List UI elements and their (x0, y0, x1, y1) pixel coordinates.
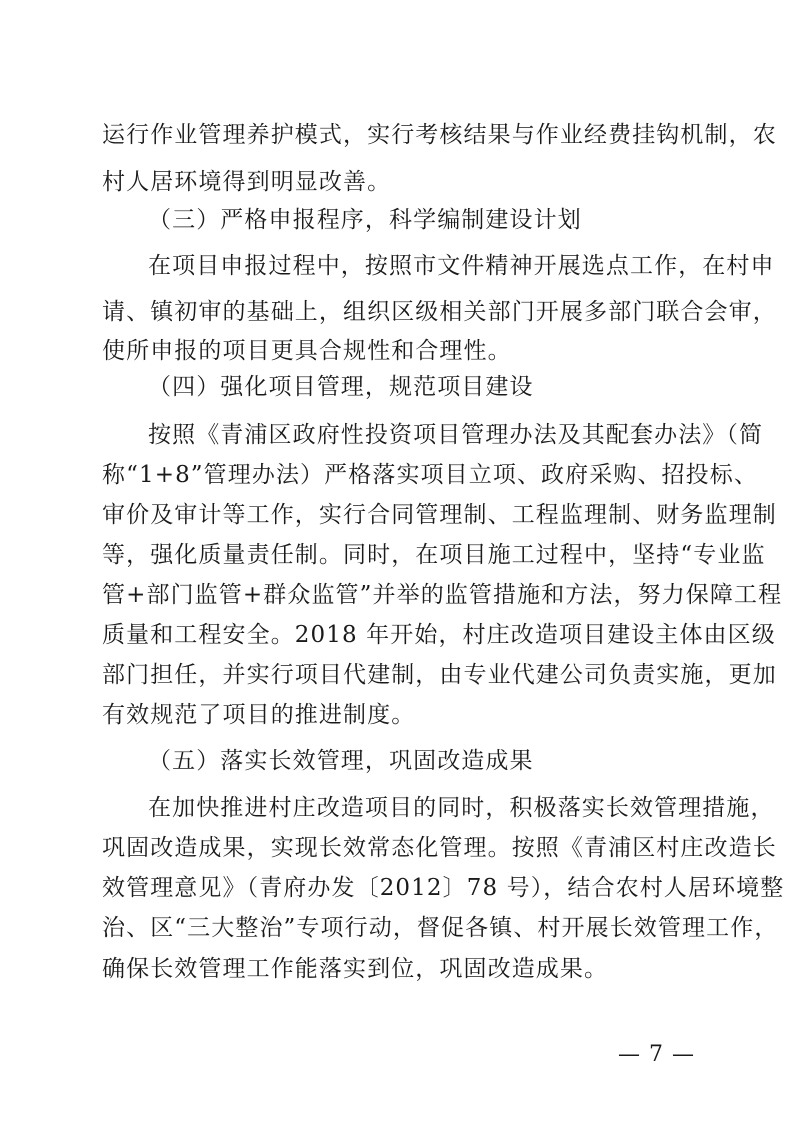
paragraph-line: 请、镇初审的基础上，组织区级相关部门开展多部门联合会审， (102, 299, 777, 325)
page-number: — 7 — (618, 1042, 695, 1067)
paragraph-line: 部门担任，并实行项目代建制，由专业代建公司负责实施，更加 (102, 662, 777, 688)
paragraph-line: 村人居环境得到明显改善。 (102, 169, 392, 195)
paragraph-line: 在加快推进村庄改造项目的同时，积极落实长效管理措施， (148, 795, 775, 821)
paragraph-line: 管+部门监管+群众监管”并举的监管措施和方法，努力保障工程 (102, 582, 783, 608)
paragraph-line: 等，强化质量责任制。同时，在项目施工过程中，坚持“专业监 (102, 542, 766, 568)
section-heading: （四）强化项目管理，规范项目建设 (148, 374, 534, 400)
paragraph-line: 确保长效管理工作能落实到位，巩固改造成果。 (102, 956, 609, 982)
paragraph-line: 巩固改造成果，实现长效常态化管理。按照《青浦区村庄改造长 (102, 835, 777, 861)
paragraph-line: 治、区“三大整治”专项行动，督促各镇、村开展长效管理工作， (102, 915, 779, 941)
paragraph-line: 效管理意见》（青府办发〔2012〕78 号），结合农村人居环境整 (102, 875, 785, 901)
section-heading: （三）严格申报程序，科学编制建设计划 (148, 207, 582, 233)
paragraph-line: 在项目申报过程中，按照市文件精神开展选点工作，在村申 (148, 253, 775, 279)
paragraph-line: 运行作业管理养护模式，实行考核结果与作业经费挂钩机制，农 (102, 122, 777, 148)
paragraph-line: 审价及审计等工作，实行合同管理制、工程监理制、财务监理制 (102, 502, 777, 528)
paragraph-line: 使所申报的项目更具合规性和合理性。 (102, 338, 512, 364)
paragraph-line: 质量和工程安全。2018 年开始，村庄改造项目建设主体由区级 (102, 622, 776, 648)
paragraph-line: 称“1+8”管理办法）严格落实项目立项、政府采购、招投标、 (102, 462, 758, 488)
paragraph-line: 有效规范了项目的推进制度。 (102, 702, 416, 728)
paragraph-line: 按照《青浦区政府性投资项目管理办法及其配套办法》（简 (148, 422, 764, 448)
section-heading: （五）落实长效管理，巩固改造成果 (148, 748, 534, 774)
